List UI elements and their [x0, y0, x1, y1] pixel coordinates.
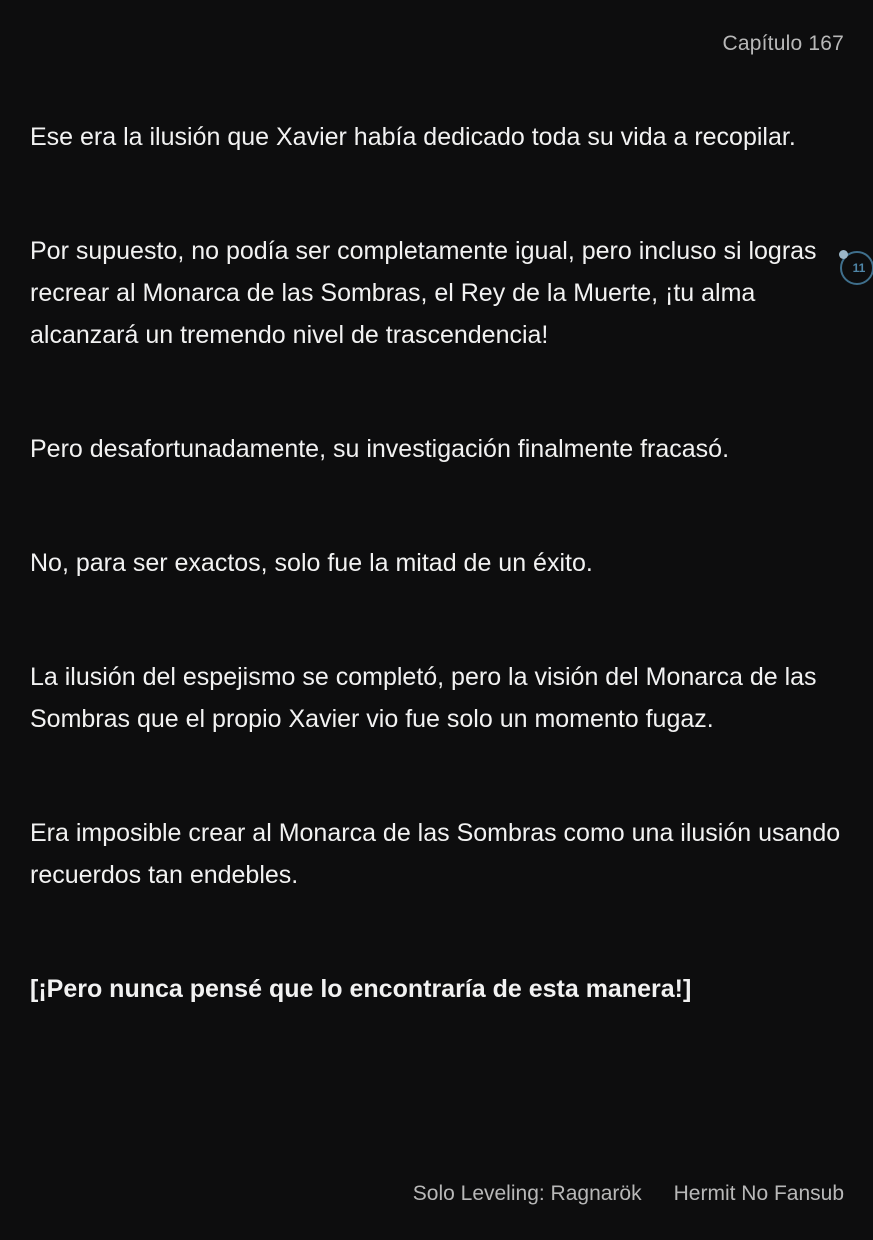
novel-title-link[interactable]: Solo Leveling: Ragnarök: [412, 1182, 642, 1205]
paragraph-3: Pero desafortunadamente, su investigación finalmente fracasó.: [30, 435, 730, 463]
paragraph-1: Ese era la ilusión que Xavier había dedicado toda su vida a recopilar.: [30, 123, 796, 151]
translator-link[interactable]: Hermit No Fansub: [673, 1182, 844, 1205]
comment-bubble-icon[interactable]: [840, 251, 873, 285]
paragraph-2: Por supuesto, no podía ser completamente igual, pero incluso si logras recrear al Monarca de las Sombras, el Rey de la Muerte, ¡tu alma alcanzará un tremendo nivel de trascendencia!: [30, 237, 817, 349]
comment-indicator-dot: [839, 250, 848, 259]
paragraph-6: Era imposible crear al Monarca de las Sombras como una ilusión usando recuerdos tan endebles.: [30, 819, 841, 889]
chapter-content: [30, 116, 845, 1010]
footer: [413, 1182, 844, 1206]
paragraph-5: La ilusión del espejismo se completó, pero la visión del Monarca de las Sombras que el propio Xavier vio fue solo un momento fugaz.: [30, 663, 817, 733]
chapter-label: Capítulo 167: [722, 32, 844, 55]
comment-count: 11: [852, 261, 866, 275]
paragraph-7: [¡Pero nunca pensé que lo encontraría de esta manera!]: [30, 975, 692, 1003]
paragraph-4: No, para ser exactos, solo fue la mitad de un éxito.: [30, 549, 593, 577]
